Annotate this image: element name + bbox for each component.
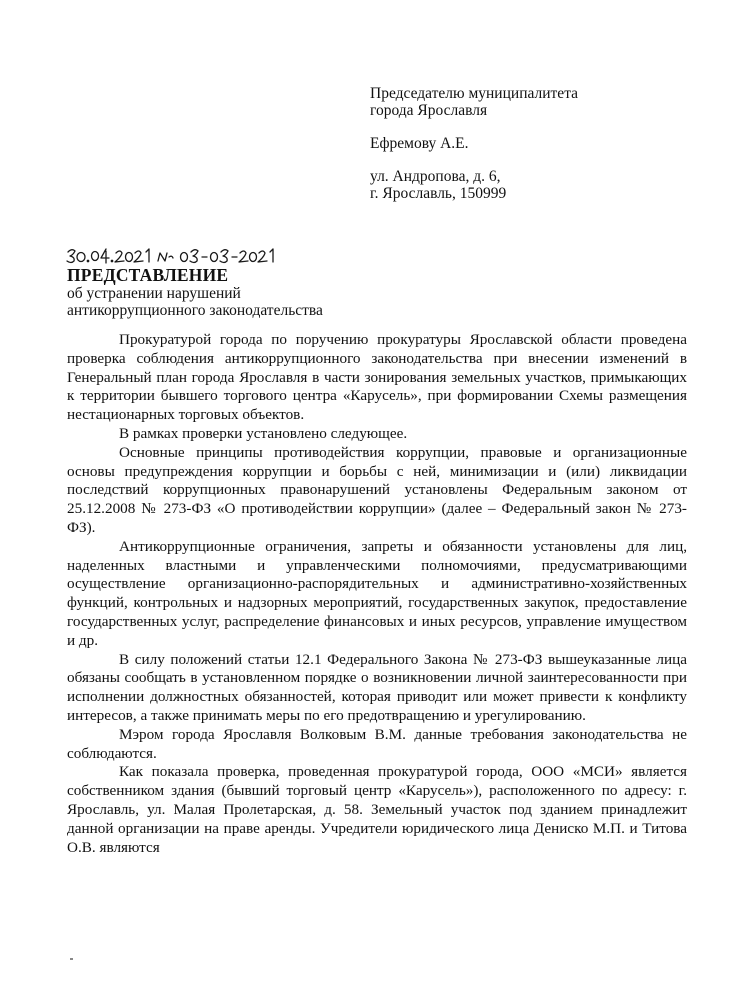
subtitle-line: антикоррупционного законодательства bbox=[67, 302, 323, 319]
addressee-city-council: города Ярославля bbox=[370, 102, 488, 119]
document-title: ПРЕДСТАВЛЕНИЕ bbox=[67, 265, 229, 285]
addressee-street: ул. Андропова, д. 6, bbox=[370, 168, 501, 185]
addressee-city: г. Ярославль, 150999 bbox=[370, 185, 507, 202]
scan-speck bbox=[70, 958, 73, 960]
document-subtitle bbox=[67, 285, 427, 319]
document-body bbox=[67, 331, 687, 857]
paragraph-msi: Как показала проверка, проведенная прокуратурой города, ООО «МСИ» является собственником здания (бывший торговый центр «Карусель»), расположенного по адресу: г. Ярославль, ул. Малая Пролетарская, д. 58. Земельный участок под зданием принадлежит данной организации на праве аренды. Учредители юридического лица Дениско М.П. и Титова О.В. являются bbox=[67, 763, 687, 856]
addressee-name: Ефремову А.Е. bbox=[370, 135, 469, 152]
paragraph-article-12-1: В силу положений статьи 12.1 Федерального Закона № 273-ФЗ вышеуказанные лица обязаны сообщать в установленном порядке о возникновении личной заинтересованности при исполнении должностных обязанностей, которая приводит или может привести к конфликту интересов, а также принимать меры по его предотвращению и урегулированию. bbox=[67, 650, 687, 724]
addressee-block bbox=[370, 85, 710, 202]
paragraph-principles: Основные принципы противодействия коррупции, правовые и организационные основы предупреждения коррупции и борьбы с ней, минимизации и (или) ликвидации последствий коррупционных правонарушений установлены Федеральным законом от 25.12.2008 № 273-ФЗ «О противодействии коррупции» (далее – Федеральный закон № 273-ФЗ). bbox=[67, 443, 687, 536]
paragraph-mayor: Мэром города Ярославля Волковым В.М. данные требования законодательства не соблюдаются. bbox=[67, 725, 687, 762]
addressee-position: Председателю муниципалитета bbox=[370, 85, 579, 102]
paragraph-restrictions: Антикоррупционные ограничения, запреты и обязанности установлены для лиц, наделенных властными и управленческими полномочиями, предусматривающими осуществление организационно-распорядительных и административно-хозяйственных функций, контрольных и надзорных мероприятий, государственных закупок, предоставление государственных услуг, распределение финансовых и иных ресурсов, управление имуществом и др. bbox=[67, 537, 687, 649]
subtitle-line: об устранении нарушений bbox=[67, 285, 241, 302]
paragraph-inspection: Прокуратурой города по поручению прокуратуры Ярославской области проведена проверка соблюдения антикоррупционного законодательства при внесении изменений в Генеральный план города Ярославля в части зонирования земельных участков, примыкающих к территории бывшего торгового центра «Карусель», при формировании Схемы размещения нестационарных торговых объектов. bbox=[67, 331, 687, 424]
paragraph-findings-intro: В рамках проверки установлено следующее. bbox=[119, 424, 408, 442]
